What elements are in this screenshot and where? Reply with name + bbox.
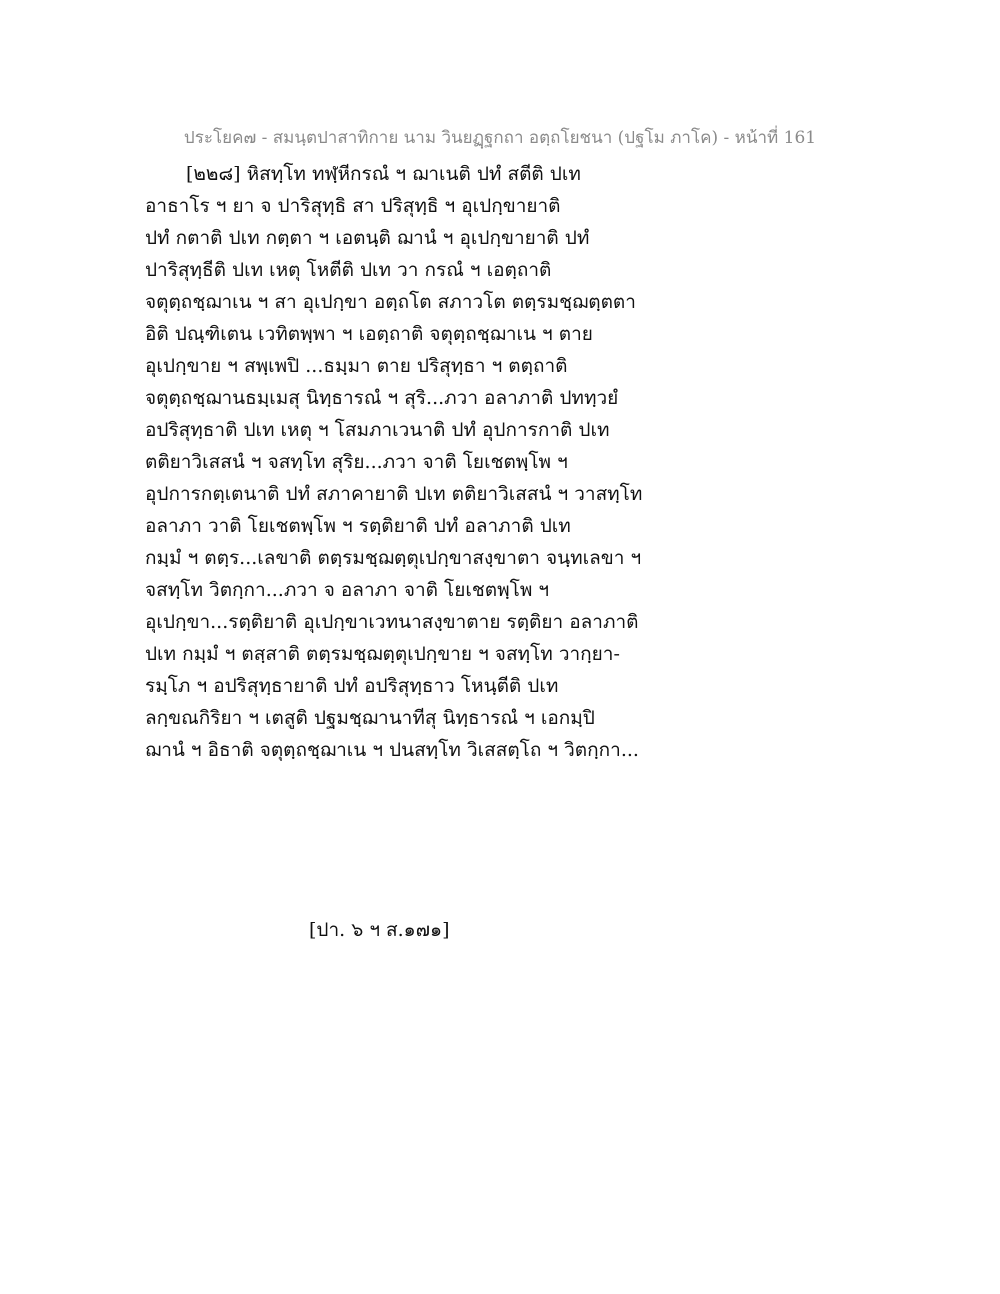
text-line: [๒๒๘] หิสทฺโท ทฬฺหีกรณํ ฯ ฌาเนติ ปทํ สตีติ ปเท xyxy=(186,163,581,185)
text-line: อปริสุทฺธาติ ปเท เหตุ ฯ โสมภาเวนาติ ปทํ อุปการกาติ ปเท xyxy=(145,419,610,441)
text-line: รมฺโภ ฯ อปริสุทฺธายาติ ปทํ อปริสุทฺธาว โหนฺตีติ ปเท xyxy=(145,675,559,697)
page-header: ประโยค๗ - สมนฺตปาสาทิกาย นาม วินยฏฺฐกถา อตฺถโยชนา (ปฐโม ภาโค) - หน้าที่ 161 xyxy=(183,128,817,148)
text-line: อิติ ปณฺฑิเตน เวทิตพฺพา ฯ เอตฺถาติ จตุตฺถชฺฌาเน ฯ ตาย xyxy=(145,323,593,345)
page-reference: [ปา. ๖ ฯ ส.๑๗๑] xyxy=(309,919,450,941)
text-line: จตุตฺถชฺฌานธมฺเมสุ นิทฺธารณํ ฯ สุริ...ภวา อลาภาติ ปททฺวยํ xyxy=(145,387,619,409)
text-line: ปทํ กตาติ ปเท กตฺตา ฯ เอตนฺติ ฌานํ ฯ อุเปกฺขายาติ ปทํ xyxy=(145,227,590,249)
text-line: ลกฺขณกิริยา ฯ เตสูติ ปฐมชฺฌานาทีสุ นิทฺธารณํ ฯ เอกมฺปิ xyxy=(145,707,595,729)
text-line: จตุตฺถชฺฌาเน ฯ สา อุเปกฺขา อตฺถโต สภาวโต ตตฺรมชฺฌตฺตตา xyxy=(145,291,636,313)
text-line: อาธาโร ฯ ยา จ ปาริสุทฺธิ สา ปริสุทฺธิ ฯ อุเปกฺขายาติ xyxy=(145,195,561,217)
text-line: อุปการกตฺเตนาติ ปทํ สภาคายาติ ปเท ตติยาวิเสสนํ ฯ วาสทฺโท xyxy=(145,483,643,505)
text-line: ฌานํ ฯ อิธาติ จตุตฺถชฺฌาเน ฯ ปนสทฺโท วิเสสตฺโถ ฯ วิตกฺกา... xyxy=(145,739,639,761)
text-line: ปาริสุทฺธีติ ปเท เหตุ โหตีติ ปเท วา กรณํ ฯ เอตฺถาติ xyxy=(145,259,552,281)
body-text xyxy=(145,158,865,766)
text-line: จสทฺโท วิตกฺกา...ภวา จ อลาภา จาติ โยเชตพฺโพ ฯ xyxy=(145,579,550,601)
text-line: กมฺมํ ฯ ตตฺร...เลขาติ ตตฺรมชฺฌตฺตุเปกฺขาสงฺขาตา จนฺทเลขา ฯ xyxy=(145,547,642,569)
text-line: อุเปกฺขาย ฯ สพฺเพปิ ...ธมฺมา ตาย ปริสุทฺธา ฯ ตตฺถาติ xyxy=(145,355,568,377)
text-line: ตติยาวิเสสนํ ฯ จสทฺโท สุริย...ภวา จาติ โยเชตพฺโพ ฯ xyxy=(145,451,568,473)
text-line: ปเท กมฺมํ ฯ ตสฺสาติ ตตฺรมชฺฌตฺตุเปกฺขาย ฯ จสทฺโท วากฺยา- xyxy=(145,643,620,665)
text-line: อุเปกฺขา...รตฺติยาติ อุเปกฺขาเวทนาสงฺขาตาย รตฺติยา อลาภาติ xyxy=(145,611,639,633)
text-line: อลาภา วาติ โยเชตพฺโพ ฯ รตฺติยาติ ปทํ อลาภาติ ปเท xyxy=(145,515,571,537)
